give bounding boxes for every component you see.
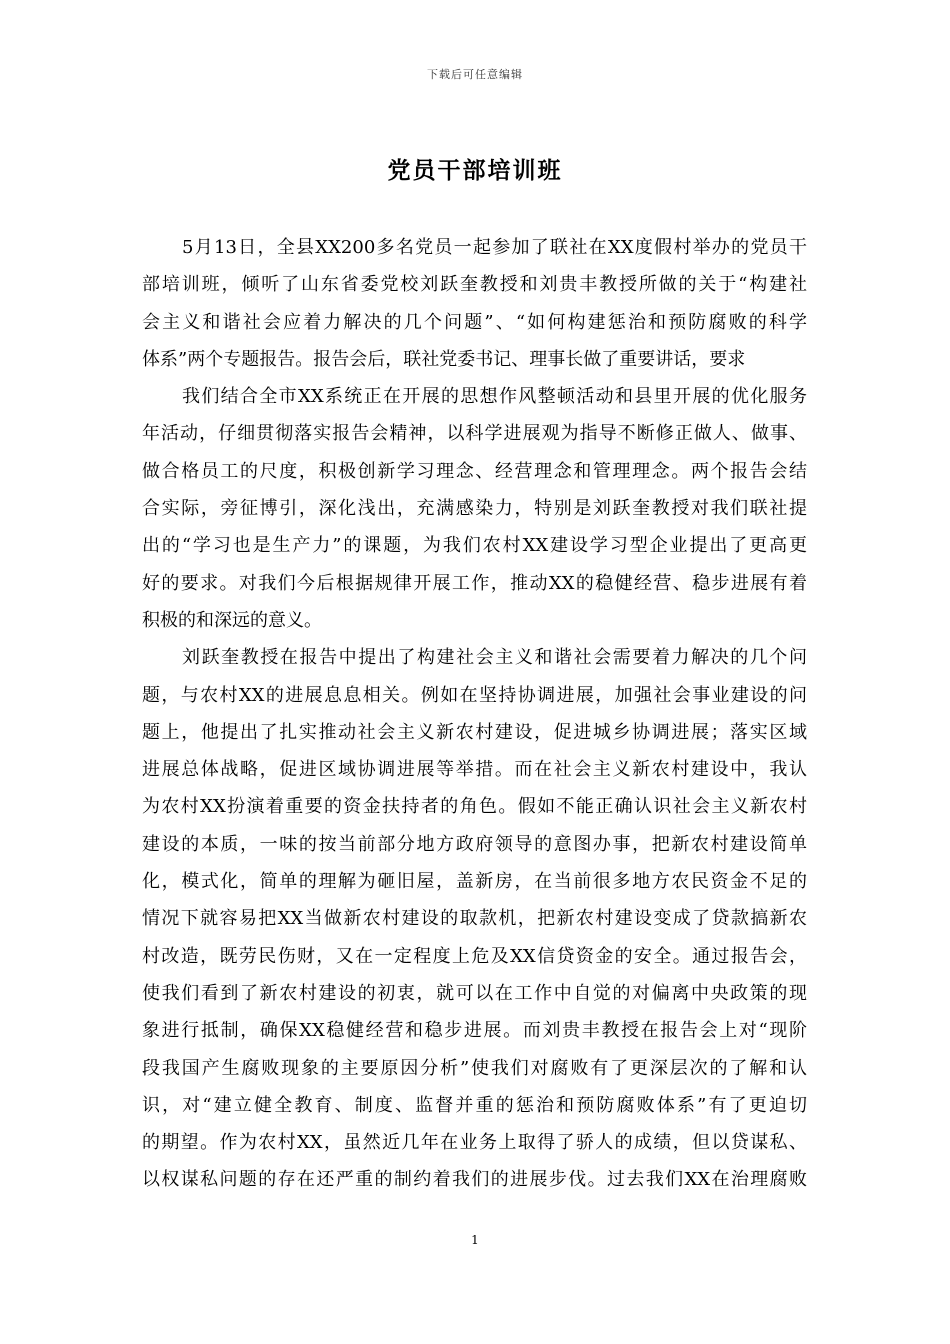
text-line: 象进行抵制，确保XX稳健经营和稳步进展。而刘贵丰教授在报告会上对“现阶 xyxy=(142,1020,807,1042)
text-line: 识，对“建立健全教育、制度、监督并重的惩治和预防腐败体系”有了更迫切 xyxy=(142,1094,807,1116)
text-line: 村改造，既劳民伤财，又在一定程度上危及XX信贷资金的安全。通过报告会， xyxy=(142,945,807,967)
text-line: 情况下就容易把XX当做新农村建设的取款机，把新农村建设变成了贷款搞新农 xyxy=(142,908,807,930)
text-line: 刘跃奎教授在报告中提出了构建社会主义和谐社会需要着力解决的几个问 xyxy=(182,647,807,669)
text-line: 段我国产生腐败现象的主要原因分析”使我们对腐败有了更深层次的了解和认 xyxy=(142,1057,807,1079)
text-line: 建设的本质，一味的按当前部分地方政府领导的意图办事，把新农村建设简单 xyxy=(142,833,807,855)
text-line: 5月13日，全县XX200多名党员一起参加了联社在XX度假村举办的党员干 xyxy=(182,237,807,258)
text-line: 以权谋私问题的存在还严重的制约着我们的进展步伐。过去我们XX在治理腐败 xyxy=(142,1169,807,1191)
text-line: 合实际，旁征博引，深化浅出，充满感染力，特别是刘跃奎教授对我们联社提 xyxy=(142,498,807,520)
text-line: 进展总体战略，促进区域协调进展等举措。而在社会主义新农村建设中，我认 xyxy=(142,759,807,781)
text-line: 做合格员工的尺度，积极创新学习理念、经营理念和管理理念。两个报告会结 xyxy=(142,460,807,482)
text-line: 的期望。作为农村XX，虽然近几年在业务上取得了骄人的成绩，但以贷谋私、 xyxy=(142,1132,807,1154)
text-line: 化，模式化，简单的理解为砸旧屋，盖新房，在当前很多地方农民资金不足的 xyxy=(142,871,807,893)
text-line: 部培训班，倾听了山东省委党校刘跃奎教授和刘贵丰教授所做的关于“构建社 xyxy=(142,274,807,296)
text-line: 年活动，仔细贯彻落实报告会精神，以科学进展观为指导不断修正做人、做事、 xyxy=(142,423,807,445)
text-line: 好的要求。对我们今后根据规律开展工作，推动XX的稳健经营、稳步进展有着 xyxy=(142,572,807,594)
text-line: 积极的和深远的意义。 xyxy=(142,609,322,631)
text-line: 会主义和谐社会应着力解决的几个问题”、“如何构建惩治和预防腐败的科学 xyxy=(142,311,807,333)
text-line: 为农村XX扮演着重要的资金扶持者的角色。假如不能正确认识社会主义新农村 xyxy=(142,796,807,818)
body-text xyxy=(142,229,807,1199)
text-line: 体系”两个专题报告。报告会后，联社党委书记、理事长做了重要讲话，要求 xyxy=(142,348,746,370)
header-note: 下载后可任意编辑 xyxy=(427,68,523,81)
text-line: 题，与农村XX的进展息息相关。例如在坚持协调进展，加强社会事业建设的问 xyxy=(142,684,807,706)
document-title: 党员干部培训班 xyxy=(387,157,563,184)
text-line: 使我们看到了新农村建设的初衷，就可以在工作中自觉的对偏离中央政策的现 xyxy=(142,982,807,1004)
text-line: 题上，他提出了扎实推动社会主义新农村建设，促进城乡协调进展；落实区域 xyxy=(142,721,807,743)
text-line: 出的“学习也是生产力”的课题，为我们农村XX建设学习型企业提出了更高更 xyxy=(142,535,807,557)
page-number: 1 xyxy=(471,1233,479,1247)
text-line: 我们结合全市XX系统正在开展的思想作风整顿活动和县里开展的优化服务 xyxy=(182,386,807,408)
